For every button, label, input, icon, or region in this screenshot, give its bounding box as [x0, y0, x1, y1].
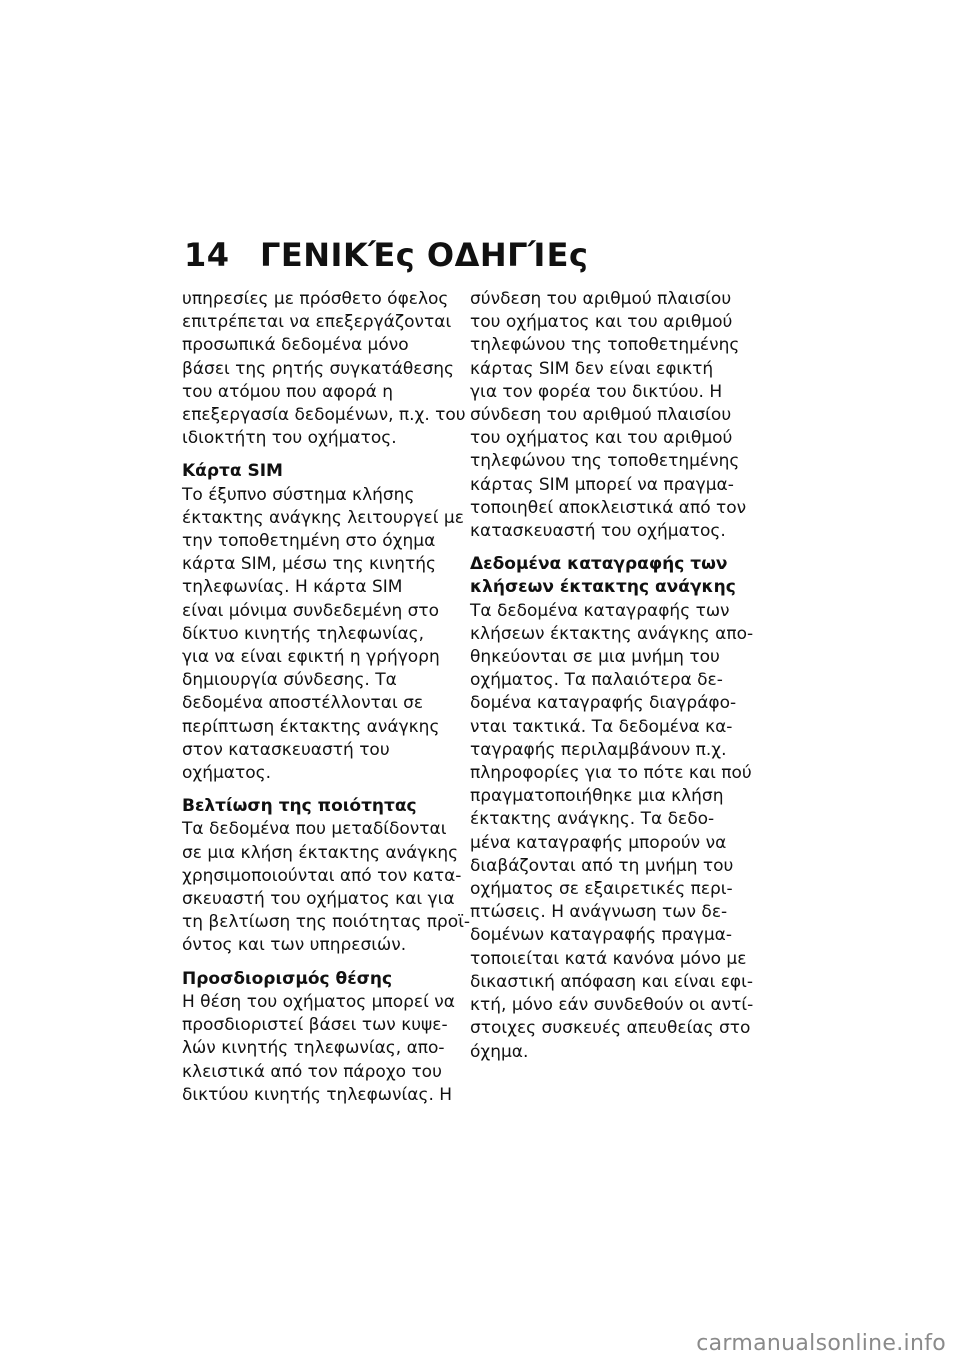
text-line: βάσει της ρητής συγκατάθεσης — [182, 358, 454, 379]
text-line: δεδομένα αποστέλλονται σε — [182, 693, 424, 714]
paragraph — [182, 818, 471, 957]
text-line: κάρτα SIM, μέσω της κινητής — [182, 554, 436, 575]
text-line: προσωπικά δεδομένα μόνο — [182, 335, 409, 356]
text-line: πτώσεις. Η ανάγνωση των δε- — [470, 902, 728, 923]
text-line: κλήσεων έκτακτης ανάγκης απο- — [470, 623, 754, 644]
text-line: του ατόμου που αφορά η — [182, 381, 394, 402]
text-line: κλειστικά από τον πάροχο του — [182, 1061, 442, 1082]
watermark: carmanualsonline.info — [696, 1331, 946, 1356]
text-line: νται τακτικά. Τα δεδομένα κα- — [470, 716, 733, 737]
text-line: του οχήματος και του αριθμού — [470, 428, 733, 449]
text-line: τοποιηθεί αποκλειστικά από τον — [470, 497, 747, 518]
page-header — [184, 236, 588, 274]
paragraph — [470, 600, 754, 1064]
text-line: για τον φορέα του δικτύου. Η — [470, 381, 723, 402]
text-line: οχήματος σε εξαιρετικές περι- — [470, 879, 733, 900]
text-line: επιτρέπεται να επεξεργάζονται — [182, 312, 452, 333]
section-heading — [182, 795, 452, 818]
text-line: Τα δεδομένα καταγραφής των — [470, 600, 730, 621]
heading-line: κλήσεων έκτακτης ανάγκης — [470, 577, 736, 598]
left-column — [182, 288, 471, 1107]
section-heading — [470, 553, 740, 599]
text-line: είναι μόνιμα συνδεδεμένη στο — [182, 600, 440, 621]
heading-line: Δεδομένα καταγραφής των — [470, 554, 728, 575]
paragraph — [182, 991, 455, 1107]
text-line: έκτακτης ανάγκης. Τα δεδο- — [470, 809, 715, 830]
text-line: οχήματος. Τα παλαιότερα δε- — [470, 670, 723, 691]
text-line: θηκεύονται σε μια μνήμη του — [470, 647, 720, 668]
heading-text: Προσδιορισμός θέσης — [182, 968, 393, 989]
text-line: σε μια κλήση έκτακτης ανάγκης — [182, 842, 459, 863]
text-line: δομένων καταγραφής πραγμα- — [470, 925, 732, 946]
text-line: Το έξυπνο σύστημα κλήσης — [182, 484, 415, 505]
text-line: του οχήματος και του αριθμού — [470, 312, 733, 333]
text-line: Η θέση του οχήματος μπορεί να — [182, 991, 455, 1012]
text-line: χρησιμοποιούνται από τον κατα- — [182, 865, 462, 886]
text-line: δικτύου κινητής τηλεφωνίας. Η — [182, 1084, 453, 1105]
text-line: προσδιοριστεί βάσει των κυψε- — [182, 1015, 448, 1036]
text-line: τοποιείται κατά κανόνα μόνο με — [470, 948, 747, 969]
text-line: στον κατασκευαστή του — [182, 739, 390, 760]
paragraph — [182, 484, 464, 786]
text-line: ταγραφής περιλαμβάνουν π.χ. — [470, 739, 727, 760]
text-line: στοιχες συσκευές απευθείας στο — [470, 1018, 751, 1039]
text-line: δομένα καταγραφής διαγράφο- — [470, 693, 737, 714]
section-heading — [182, 968, 452, 991]
text-line: την τοποθετημένη στο όχημα — [182, 531, 436, 552]
page-number: 14 — [184, 236, 230, 274]
text-line: τηλεφώνου της τοποθετημένης — [470, 451, 740, 472]
text-line: κατασκευαστή του οχήματος. — [470, 521, 726, 542]
text-line: πραγματοποιήθηκε μια κλήση — [470, 786, 724, 807]
section-heading — [182, 460, 452, 483]
text-line: υπηρεσίες με πρόσθετο όφελος — [182, 289, 449, 309]
text-line: δικαστική απόφαση και είναι εφι- — [470, 971, 754, 992]
text-line: επεξεργασία δεδομένων, π.χ. του — [182, 405, 466, 426]
text-line: κάρτας SIM μπορεί να πραγμα- — [470, 474, 734, 495]
text-line: οχήματος. — [182, 763, 272, 784]
text-line: δημιουργία σύνδεσης. Τα — [182, 670, 397, 691]
text-line: Τα δεδομένα που μεταδίδονται — [182, 819, 447, 840]
text-line: έκτακτης ανάγκης λειτουργεί με — [182, 507, 464, 528]
text-line: για να είναι εφικτή η γρήγορη — [182, 647, 440, 668]
paragraph — [470, 288, 747, 543]
text-line: όντος και των υπηρεσιών. — [182, 935, 407, 956]
text-line: λών κινητής τηλεφωνίας, απο- — [182, 1038, 445, 1059]
text-line: τη βελτίωση της ποιότητας προϊ- — [182, 912, 471, 933]
text-line: όχημα. — [470, 1041, 529, 1062]
right-column — [470, 288, 754, 1064]
text-line: τηλεφώνου της τοποθετημένης — [470, 335, 740, 356]
paragraph — [182, 288, 466, 450]
text-line: ιδιοκτήτη του οχήματος. — [182, 428, 397, 449]
text-line: σκευαστή του οχήματος και για — [182, 889, 455, 910]
text-line: σύνδεση του αριθμού πλαισίου — [470, 289, 732, 309]
text-line: σύνδεση του αριθμού πλαισίου — [470, 405, 732, 426]
chapter-title: ΓΕΝΙΚΈς ΟΔΗΓΊΕς — [260, 236, 589, 274]
text-line: διαβάζονται από τη μνήμη του — [470, 855, 734, 876]
text-line: πληροφορίες για το πότε και πού — [470, 763, 752, 784]
text-line: κτή, μόνο εάν συνδεθούν οι αντί- — [470, 995, 754, 1016]
text-line: τηλεφωνίας. Η κάρτα SIM — [182, 577, 403, 598]
text-line: δίκτυο κινητής τηλεφωνίας, — [182, 623, 425, 644]
text-line: κάρτας SIM δεν είναι εφικτή — [470, 358, 714, 379]
text-line: μένα καταγραφής μπορούν να — [470, 832, 727, 853]
text-line: περίπτωση έκτακτης ανάγκης — [182, 716, 440, 737]
heading-text: Κάρτα SIM — [182, 461, 283, 482]
heading-text: Βελτίωση της ποιότητας — [182, 796, 417, 817]
